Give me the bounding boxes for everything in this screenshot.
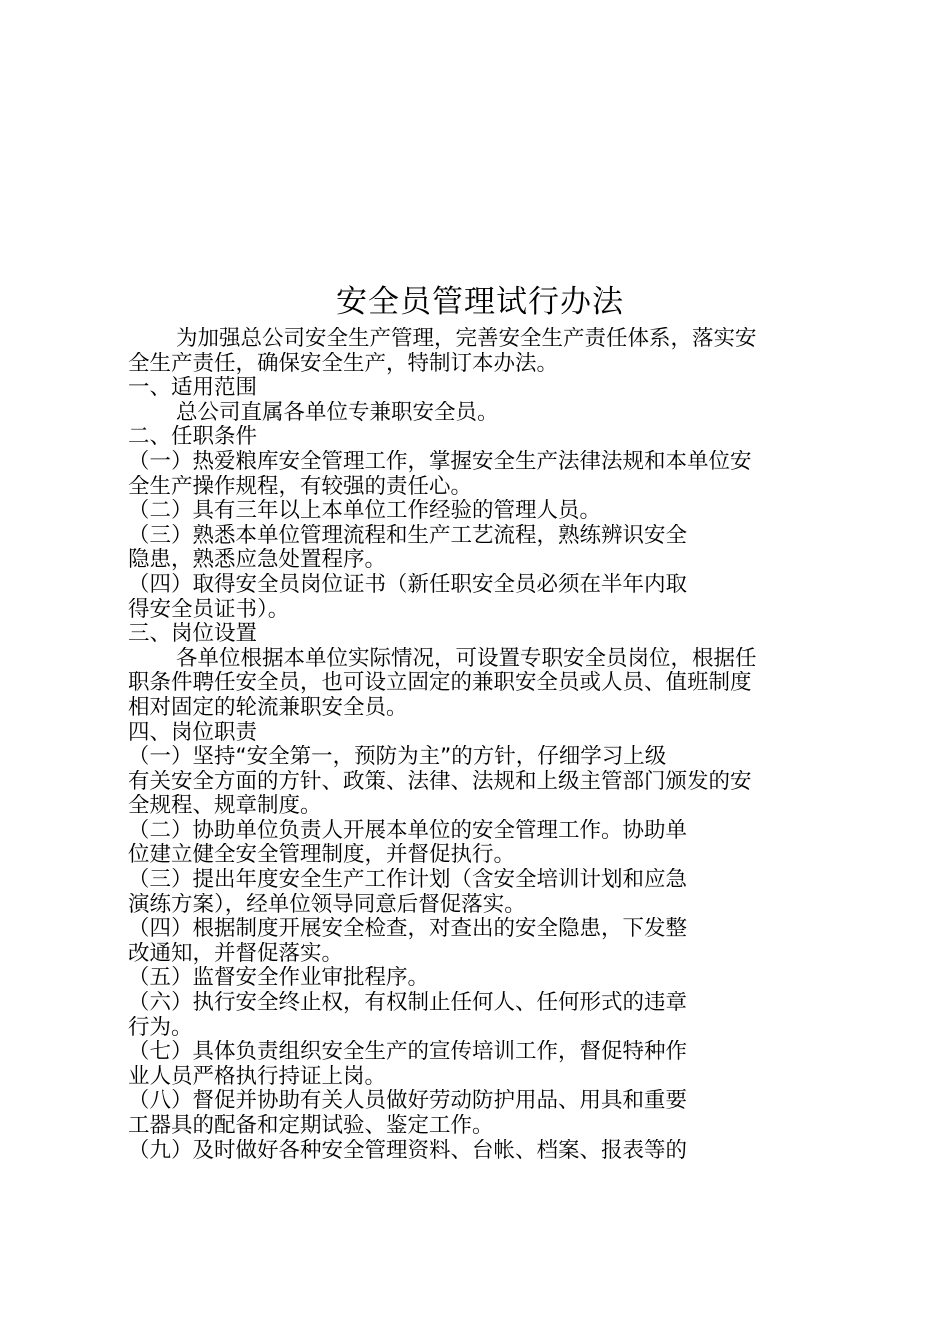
text-line: （一）热爱粮库安全管理工作，掌握安全生产法律法规和本单位安 (128, 449, 752, 474)
text-line: 全生产责任，确保安全生产，特制订本办法。 (128, 351, 559, 376)
text-line: （四）取得安全员岗位证书（新任职安全员必须在半年内取 (128, 572, 688, 597)
text-line: 全生产操作规程，有较强的责任心。 (128, 474, 473, 499)
text-line: （八）督促并协助有关人员做好劳动防护用品、用具和重要 (128, 1089, 688, 1114)
text-line: （二）协助单位负责人开展本单位的安全管理工作。协助单 (128, 818, 688, 843)
text-line: 业人员严格执行持证上岗。 (128, 1064, 387, 1089)
text-line: （三）提出年度安全生产工作计划（含安全培训计划和应急 (128, 868, 688, 893)
text-line: 四、岗位职责 (128, 720, 258, 745)
text-line: 为加强总公司安全生产管理，完善安全生产责任体系，落实安 (176, 327, 757, 351)
text-line: 各单位根据本单位实际情况，可设置专职安全员岗位，根据任 (176, 646, 757, 671)
text-line: 演练方案），经单位领导同意后督促落实。 (128, 892, 526, 917)
text-line: （四）根据制度开展安全检查，对查出的安全隐患，下发整 (128, 917, 688, 942)
text-line: （二）具有三年以上本单位工作经验的管理人员。 (128, 499, 602, 524)
text-line: 有关安全方面的方针、政策、法律、法规和上级主管部门颁发的安 (128, 769, 752, 794)
text-line: 总公司直属各单位专兼职安全员。 (176, 400, 499, 425)
text-line: 得安全员证书）。 (128, 597, 290, 622)
text-line: 三、岗位设置 (128, 622, 258, 647)
text-line: 隐患，熟悉应急处置程序。 (128, 548, 387, 573)
text-line: 相对固定的轮流兼职安全员。 (128, 695, 408, 720)
text-line: 二、任职条件 (128, 425, 258, 450)
text-line: 位建立健全安全管理制度，并督促执行。 (128, 843, 516, 868)
text-line: 工器具的配备和定期试验、鉴定工作。 (128, 1114, 494, 1138)
text-line: （三）熟悉本单位管理流程和生产工艺流程，熟练辨识安全 (128, 523, 688, 548)
text-line: 职条件聘任安全员，也可设立固定的兼职安全员或人员、值班制度 (128, 671, 752, 696)
text-line: （七）具体负责组织安全生产的宣传培训工作，督促特种作 (128, 1040, 688, 1065)
text-line: 行为。 (128, 1015, 193, 1040)
text-line: （九）及时做好各种安全管理资料、台帐、档案、报表等的 (128, 1138, 688, 1163)
text-line: 全规程、规章制度。 (128, 794, 322, 819)
text-line: 改通知，并督促落实。 (128, 941, 344, 966)
document-body (128, 327, 828, 1163)
text-line: （五）监督安全作业审批程序。 (128, 966, 430, 991)
text-line: （六）执行安全终止权，有权制止任何人、任何形式的违章 (128, 991, 688, 1016)
text-line: （一）坚持“安全第一，预防为主”的方针，仔细学习上级 (128, 745, 667, 770)
text-line: 一、适用范围 (128, 376, 258, 401)
document-title: 安全员管理试行办法 (336, 284, 624, 320)
